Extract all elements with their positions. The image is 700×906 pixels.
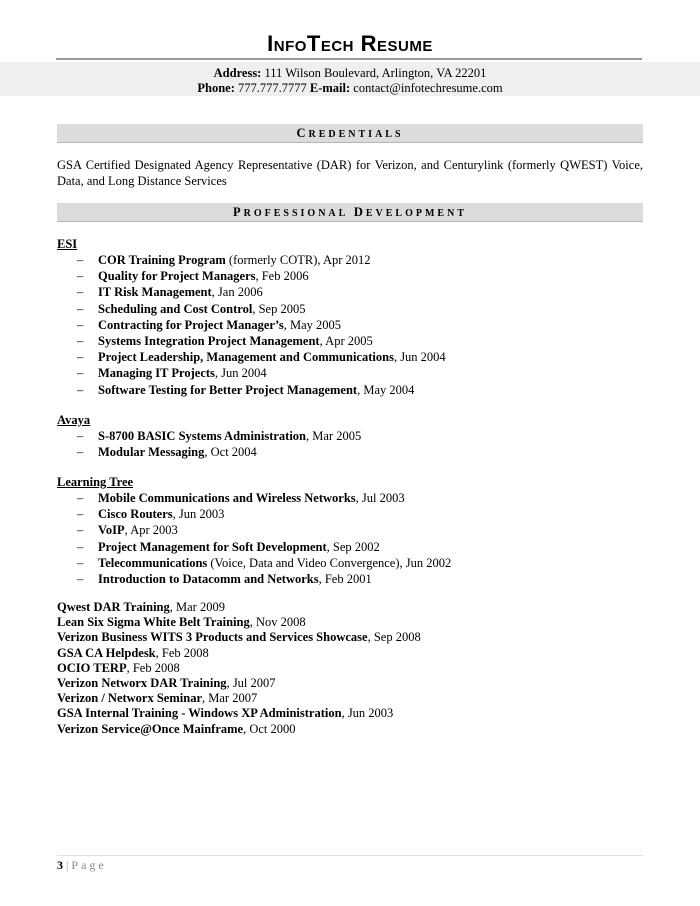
course-detail: , May 2004 (357, 382, 415, 397)
course-title: Contracting for Project Manager’s (98, 317, 284, 332)
course-title: Mobile Communications and Wireless Networks (98, 491, 356, 505)
list-item (57, 301, 446, 317)
phone-email-line (0, 80, 700, 96)
course-title: Managing IT Projects (98, 366, 215, 381)
course-detail: , Apr 2003 (124, 523, 178, 538)
course-title: Project Management for Soft Development (98, 539, 327, 554)
list-item (57, 600, 421, 615)
avaya-list (57, 428, 361, 460)
list-item (57, 722, 421, 737)
other-training-list (57, 600, 421, 737)
list-item (57, 630, 421, 645)
group-heading-avaya: Avaya (57, 413, 91, 427)
course-title: Cisco Routers (98, 507, 173, 522)
group-heading-esi: ESI (57, 237, 78, 251)
course-title: S-8700 BASIC Systems Administration (98, 429, 307, 443)
course-detail: , Jul 2003 (355, 491, 405, 505)
course-title: Verizon Networx DAR Training (57, 676, 227, 691)
pd-heading-evelopment: EVELOPMENT (365, 208, 467, 219)
list-item (57, 444, 361, 460)
list-item (57, 382, 446, 398)
professional-development-heading (57, 203, 643, 222)
credentials-heading-initial: C (296, 126, 309, 140)
course-detail: , Jun 2004 (214, 366, 267, 381)
course-detail: , Jun 2003 (172, 507, 225, 522)
esi-list (57, 252, 446, 398)
course-title: Telecommunications (98, 555, 208, 570)
learning-tree-list (57, 490, 451, 587)
bullet-dash: – (77, 334, 84, 349)
list-item (57, 268, 446, 284)
list-item (57, 661, 421, 676)
list-item (57, 284, 446, 300)
course-detail: , Feb 2006 (255, 269, 309, 284)
course-title: OCIO TERP (57, 660, 127, 675)
pd-heading-d: D (353, 205, 366, 219)
course-detail: , Mar 2005 (306, 429, 362, 443)
bullet-dash: – (77, 317, 84, 332)
bullet-dash: – (77, 366, 84, 381)
course-title: Verizon / Networx Seminar (57, 691, 202, 706)
bullet-dash: – (77, 572, 84, 587)
course-detail: , Sep 2008 (367, 630, 421, 645)
course-title: COR Training Program (98, 253, 226, 267)
course-detail: (Voice, Data and Video Convergence), Jun 2002 (207, 555, 452, 570)
address-value: 111 Wilson Boulevard, Arlington, VA 22201 (264, 66, 487, 80)
course-title: GSA CA Helpdesk (57, 645, 156, 660)
course-detail: , Mar 2009 (169, 600, 225, 614)
course-detail: (formerly COTR), Apr 2012 (225, 253, 371, 267)
list-item (57, 706, 421, 721)
bullet-dash: – (77, 301, 84, 316)
list-item (57, 691, 421, 706)
bullet-dash: – (77, 523, 84, 538)
phone-value: 777.777.7777 (238, 81, 307, 95)
pd-heading-rofessional: ROFESSIONAL (243, 208, 349, 219)
email-value: contact@infotechresume.com (353, 81, 503, 95)
list-item (57, 506, 451, 522)
resume-title: InfoTech Resume (267, 31, 433, 56)
email-label: E-mail: (309, 81, 351, 95)
list-item (57, 365, 446, 381)
course-detail: , Oct 2004 (204, 445, 257, 460)
course-detail: , Mar 2007 (202, 691, 258, 706)
credentials-heading-rest: REDENTIALS (308, 129, 404, 140)
course-title: Modular Messaging (98, 445, 205, 460)
bullet-dash: – (77, 507, 84, 522)
address-line (0, 65, 700, 81)
list-item (57, 490, 451, 506)
course-title: Project Leadership, Management and Communications (98, 350, 394, 365)
course-title: Scheduling and Cost Control (98, 301, 253, 316)
page-number: 3 (57, 858, 63, 872)
list-item (57, 615, 421, 630)
bullet-dash: – (77, 350, 84, 365)
course-detail: , Jun 2004 (393, 350, 446, 365)
course-detail: , Jul 2007 (226, 676, 276, 691)
phone-label: Phone: (197, 81, 235, 95)
footer-separator: | (66, 858, 69, 872)
credentials-text: GSA Certified Designated Agency Representative (DAR) for Verizon, and Centurylink (formerly QWEST) Voice, Data, and Long Distance Services (57, 158, 643, 188)
list-item (57, 571, 451, 587)
bullet-dash: – (77, 445, 84, 460)
course-title: IT Risk Management (98, 285, 212, 300)
course-title: Introduction to Datacomm and Networks (98, 572, 319, 587)
page-footer (57, 857, 107, 873)
list-item (57, 349, 446, 365)
address-label: Address: (213, 66, 262, 80)
course-title: Systems Integration Project Management (98, 334, 320, 349)
title-divider (56, 58, 642, 60)
course-detail: , Feb 2008 (126, 660, 180, 675)
course-detail: , May 2005 (283, 317, 341, 332)
list-item (57, 317, 446, 333)
bullet-dash: – (77, 429, 84, 443)
course-title: Lean Six Sigma White Belt Training (57, 615, 250, 630)
bullet-dash: – (77, 285, 84, 300)
list-item (57, 539, 451, 555)
list-item (57, 555, 451, 571)
course-detail: , Sep 2002 (326, 539, 380, 554)
course-title: Verizon Business WITS 3 Products and Services Showcase (57, 630, 368, 645)
course-title: VoIP (98, 523, 125, 538)
pd-heading-p: P (233, 205, 244, 219)
list-item (57, 676, 421, 691)
course-detail: , Oct 2000 (243, 721, 296, 736)
course-detail: , Apr 2005 (319, 334, 373, 349)
page-label: Page (71, 858, 107, 872)
course-title: Qwest DAR Training (57, 600, 170, 614)
footer-divider (57, 855, 643, 856)
course-detail: , Jan 2006 (211, 285, 263, 300)
bullet-dash: – (77, 382, 84, 397)
list-item (57, 646, 421, 661)
list-item (57, 252, 446, 268)
course-detail: , Feb 2008 (155, 645, 209, 660)
list-item (57, 333, 446, 349)
course-title: Quality for Project Managers (98, 269, 256, 284)
list-item (57, 428, 361, 444)
course-detail: , Nov 2008 (249, 615, 306, 630)
contact-block (0, 62, 700, 96)
course-title: GSA Internal Training - Windows XP Administration (57, 706, 342, 721)
bullet-dash: – (77, 555, 84, 570)
course-detail: , Sep 2005 (252, 301, 306, 316)
bullet-dash: – (77, 269, 84, 284)
bullet-dash: – (77, 539, 84, 554)
bullet-dash: – (77, 253, 84, 267)
course-title: Verizon Service@Once Mainframe (57, 721, 244, 736)
course-title: Software Testing for Better Project Management (98, 382, 358, 397)
credentials-heading (57, 124, 643, 143)
course-detail: , Feb 2001 (318, 572, 372, 587)
course-detail: , Jun 2003 (341, 706, 394, 721)
group-heading-learning-tree: Learning Tree (57, 475, 134, 489)
bullet-dash: – (77, 491, 84, 505)
list-item (57, 522, 451, 538)
